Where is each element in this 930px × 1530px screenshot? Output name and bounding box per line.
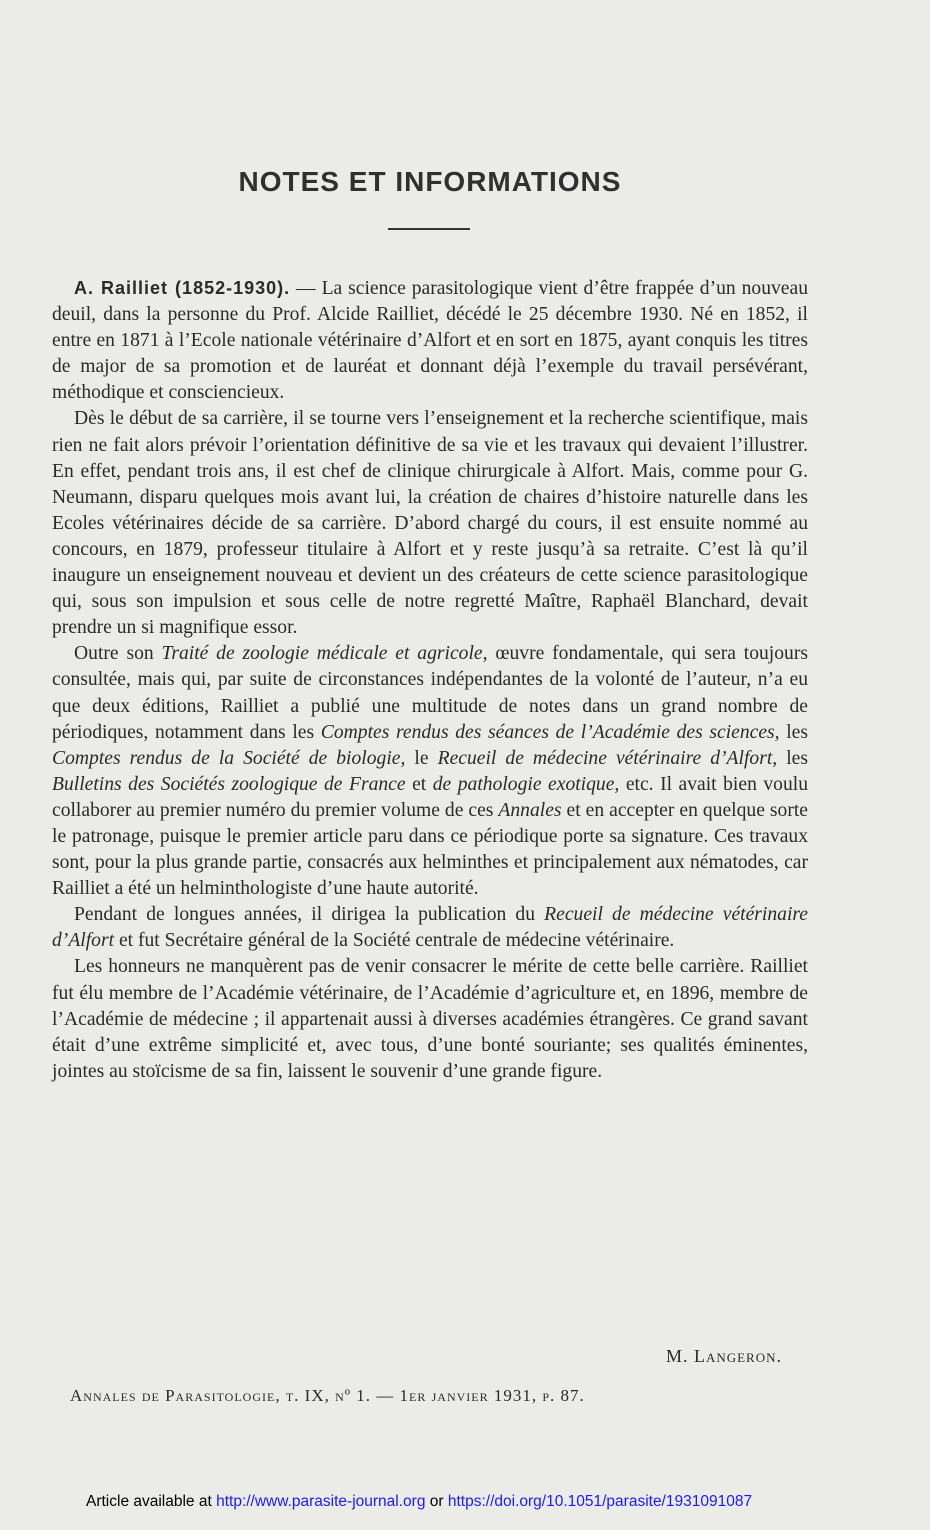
paragraph (52, 902, 808, 954)
text-run: les (777, 747, 808, 769)
text-run: les (779, 721, 808, 743)
italic-title-run: Recueil de médecine vétérinaire d’Alfort (52, 904, 808, 952)
italic-title-run: de pathologie exotique, (432, 773, 620, 795)
text-run: Pendant de longues années, il dirigea la publication du (74, 904, 545, 926)
italic-title-run: Recueil de médecine vétérinaire d’Alfort, (437, 747, 778, 769)
article-body (52, 275, 808, 1085)
page-title: NOTES ET INFORMATIONS (238, 166, 622, 197)
journal-citation: Annales de Parasitologie, t. IX, nº 1. — 1er janvier 1931, p. 87. (70, 1386, 585, 1405)
text-run: œuvre fondamentale, qui sera toujours consultée, mais qui, par suite de circonstances indépendantes de la volonté de l’auteur, n’a eu que deux éditions, Railliet a publié une multitude de notes dans un grand nombre de périodiques, notamment dans les (52, 643, 808, 743)
paragraph (52, 954, 808, 1084)
text-run: le (405, 747, 438, 769)
text-run: etc. Il avait bien voulu collaborer au premier numéro du premier volume de ces (52, 773, 809, 821)
italic-title-run: Comptes rendus des séances de l’Académie des sciences, (320, 721, 780, 743)
text-run: Outre son (74, 643, 162, 665)
footer-middle: or (425, 1493, 448, 1510)
text-run: — La science parasitologique vient d’être frappée d’un nouveau deuil, dans la personne du Prof. Alcide Railliet, décédé le 25 décembre 1930. Né en 1852, il entre en 1871 à l’Ecole nationale vétérinaire d’Alfort et en sort en 1875, ayant conquis les titres de major de sa promotion et de lauréat et donnant déjà l’exemple du travail persévérant, méthodique et consciencieux. (52, 278, 809, 404)
availability-footer (86, 1493, 752, 1511)
italic-title-run: Comptes rendus de la Société de biologie, (52, 747, 406, 769)
title-divider (388, 228, 470, 230)
italic-title-run: Annales (498, 799, 562, 821)
paragraph (52, 275, 808, 406)
text-run: et fut Secrétaire général de la Société centrale de médecine vétérinaire. (114, 930, 675, 952)
journal-link[interactable]: http://www.parasite-journal.org (216, 1493, 426, 1510)
paragraph (52, 641, 808, 902)
paragraph (52, 406, 808, 641)
footer-prefix: Article available at (86, 1493, 217, 1510)
text-run: et (405, 773, 433, 795)
author-signature: M. Langeron. (665, 1346, 782, 1366)
italic-title-run: Bulletins des Sociétés zoologique de France (52, 773, 406, 795)
text-run: Les honneurs ne manquèrent pas de venir consacrer le mérite de cette belle carrière. Railliet fut élu membre de l’Académie vétérinaire, de l’Académie d’agriculture et, en 1896, membre de l’Académie de médecine ; il appartenait aussi à diverses académies étrangères. Ce grand savant était d’une extrême simplicité et, avec tous, d’une bonté souriante; ses qualités éminentes, jointes au stoïcisme de sa fin, laissent le souvenir d’une grande figure. (52, 956, 808, 1082)
text-run: Dès le début de sa carrière, il se tourne vers l’enseignement et la recherche scientifique, mais rien ne fait alors prévoir l’orientation définitive de sa vie et les travaux qui devaient l’illustrer. En effet, pendant trois ans, il est chef de clinique chirurgicale à Alfort. Mais, comme pour G. Neumann, disparu quelques mois avant lui, la création de chaires d’histoire naturelle dans les Ecoles vétérinaires décide de sa carrière. D’abord chargé du cours, il est ensuite nommé au concours, en 1879, professeur titulaire à Alfort et y reste jusqu’à sa retraite. C’est là qu’il inaugure un enseignement nouveau et devient un des créateurs de cette science parasitologique qui, sous son impulsion et sous celle de notre regretté Maître, Raphaël Blanchard, devait prendre un si magnifique essor. (52, 408, 808, 639)
text-run: et en accepter en quelque sorte le patronage, puisque le premier article paru dans ce périodique porte sa signature. Ces travaux sont, pour la plus grande partie, consacrés aux helminthes et principalement aux nématodes, car Railliet a été un helminthologiste d’une haute autorité. (52, 799, 808, 900)
doi-link[interactable]: https://doi.org/10.1051/parasite/1931091087 (447, 1493, 753, 1510)
italic-title-run: Traité de zoologie médicale et agricole, (161, 643, 488, 665)
lead-name: A. Railliet (1852-1930). (74, 278, 291, 298)
